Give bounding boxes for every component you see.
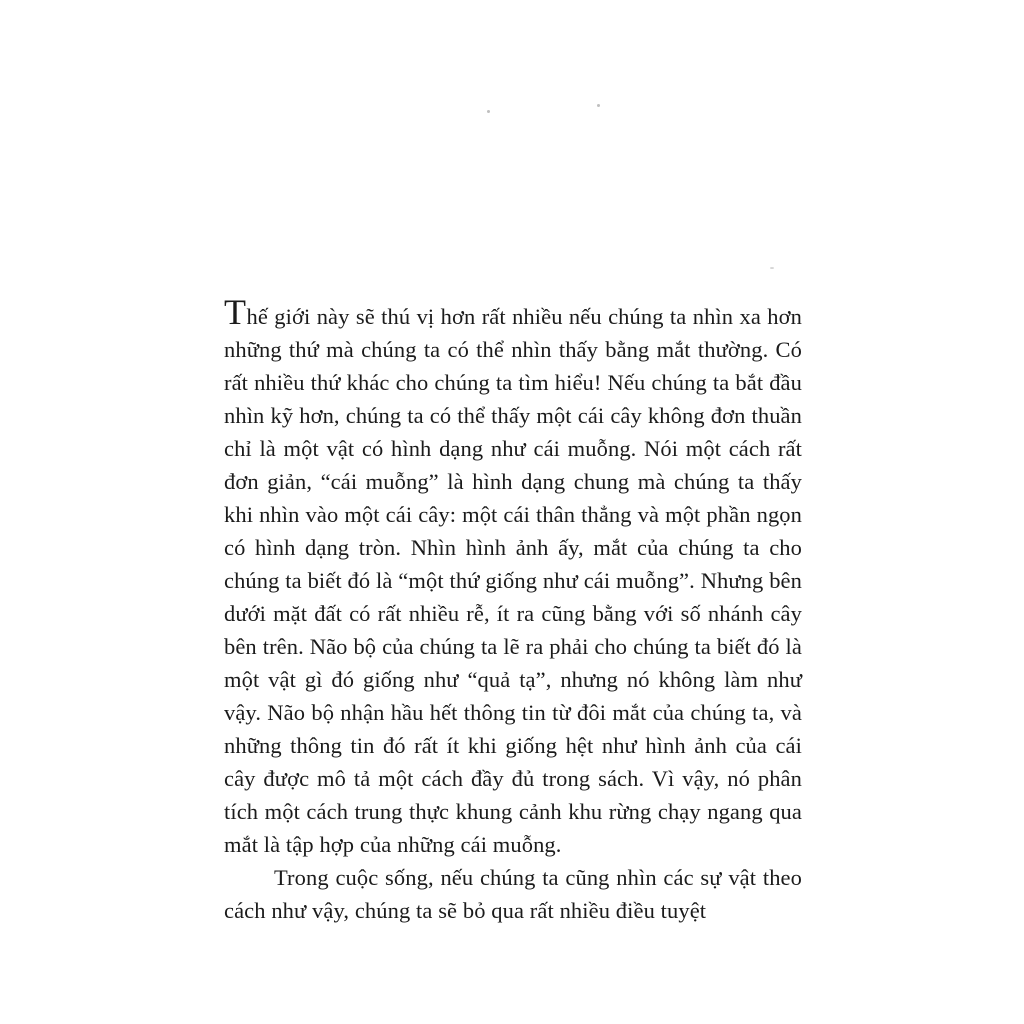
scan-artifact-dot [770, 267, 774, 269]
page-text-block [224, 292, 802, 927]
paragraph-2 [224, 861, 802, 927]
paragraph-2-text: Trong cuộc sống, nếu chúng ta cũng nhìn các sự vật theo cách như vậy, chúng ta sẽ bỏ qua rất nhiều điều tuyệt [224, 865, 802, 923]
scan-artifact-dot [597, 104, 600, 107]
paragraph-1 [224, 292, 802, 861]
scan-artifact-dot [487, 110, 490, 113]
paragraph-1-text: hế giới này sẽ thú vị hơn rất nhiều nếu chúng ta nhìn xa hơn những thứ mà chúng ta có thể nhìn thấy bằng mắt thường. Có rất nhiều thứ khác cho chúng ta tìm hiểu! Nếu chúng ta bắt đầu nhìn kỹ hơn, chúng ta có thể thấy một cái cây không đơn thuần chỉ là một vật có hình dạng như cái muỗng. Nói một cách rất đơn giản, “cái muỗng” là hình dạng chung mà chúng ta thấy khi nhìn vào một cái cây: một cái thân thẳng và một phần ngọn có hình dạng tròn. Nhìn hình ảnh ấy, mắt của chúng ta cho chúng ta biết đó là “một thứ giống như cái muỗng”. Nhưng bên dưới mặt đất có rất nhiều rễ, ít ra cũng bằng với số nhánh cây bên trên. Não bộ của chúng ta lẽ ra phải cho chúng ta biết đó là một vật gì đó giống như “quả tạ”, nhưng nó không làm như vậy. Não bộ nhận hầu hết thông tin từ đôi mắt của chúng ta, và những thông tin đó rất ít khi giống hệt như hình ảnh của cái cây được mô tả một cách đầy đủ trong sách. Vì vậy, nó phân tích một cách trung thực khung cảnh khu rừng chạy ngang qua mắt là tập hợp của những cái muỗng. [224, 304, 802, 857]
dropcap-letter: T [224, 292, 247, 332]
